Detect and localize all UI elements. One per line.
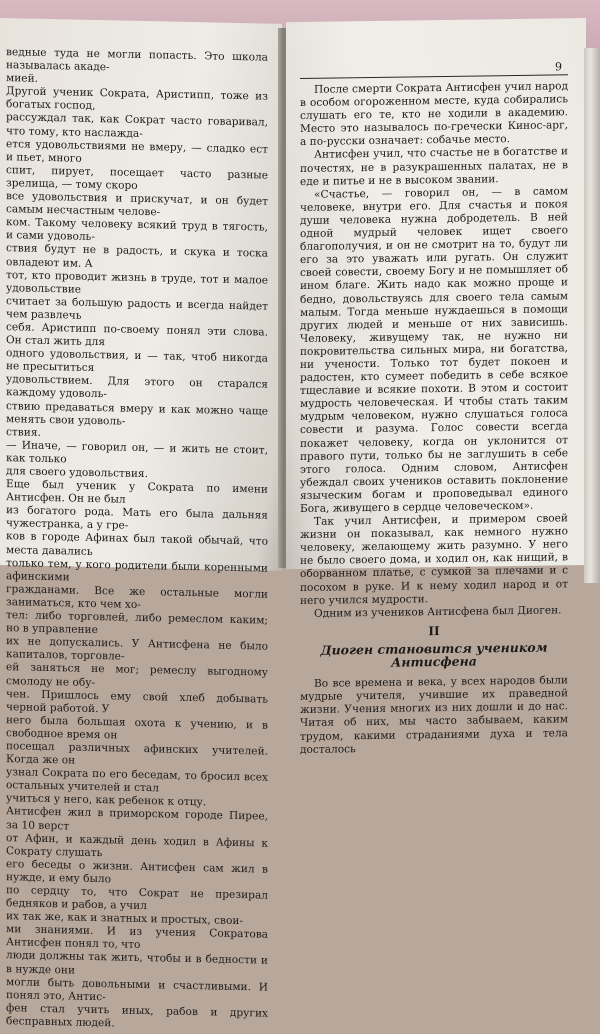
- text-line: Антисфен жил в приморском городе Пирее, за 10 верст: [6, 805, 268, 832]
- text-line: него была большая охота к учению, и в свободное время он: [6, 713, 268, 742]
- text-line: — Иначе, — говорил он, — и жить не стоит, как только: [6, 438, 268, 466]
- text-line: ми знаниями. И из учения Сократова Антисфен понял то, что: [6, 923, 268, 952]
- text-line: все удовольствия и прискучат, и он будет самым несчастным челове-: [6, 190, 268, 219]
- text-line: от Афин, и каждый день ходил в Афины к Сократу слушать: [6, 831, 268, 859]
- paragraph: Антисфен учил, что счастье не в богатстве и почестях, не в разукрашенных палатах, не в еде и питье и не в высоком звании.: [300, 145, 568, 188]
- left-page-text: [6, 46, 268, 1034]
- text-line: его беседы о жизни. Антисфен сам жил в нужде, и ему было: [6, 857, 268, 886]
- text-line: ков в городе Афинах был такой обычай, что места давались: [6, 530, 268, 558]
- text-line: для своего удовольствия.: [6, 465, 148, 481]
- text-line: Другой ученик Сократа, Аристипп, тоже из богатых господ,: [6, 85, 268, 113]
- paragraph: Так учил Антисфен, и примером своей жизни он показывал, как немного нужно человеку, желающему жить разумно. У него не было своего дома, и ходил он, как нищий, в оборванном платье, с сумкой за плечами и с посохом в руке. И к нему ходил народ и от него учился мудрости.: [300, 512, 568, 607]
- page-number: 9: [555, 60, 562, 74]
- text-line: удовольствием. Для этого он старался каждому удоволь-: [6, 373, 268, 401]
- paragraph: Одним из учеников Антисфена был Диоген.: [314, 604, 562, 620]
- text-line: по сердцу то, что Сократ не презирал бедняков и рабов, а учил: [6, 884, 268, 913]
- text-line: только тем, у кого родители были коренными афинскими: [6, 556, 268, 584]
- text-line: Еще был ученик у Сократа по имени Антисфен. Он не был: [6, 478, 268, 506]
- text-line: их не допускались. У Антисфена не было капиталов, торговле-: [6, 635, 268, 663]
- text-line: могли быть довольными и счастливыми. И понял это, Антис-: [6, 975, 268, 1003]
- left-page: [0, 18, 282, 1030]
- paragraph: После смерти Сократа Антисфен учил народ в особом огороженном месте, куда собирались слушать его те, кто не ходили в академию. Место это называлось по-гречески Кинос-арг, а по-русски означает: собачье место.: [300, 80, 568, 149]
- text-line: ствию предаваться вмеру и как можно чаще менять свои удоволь-: [6, 399, 268, 428]
- text-line: спит, пирует, посещает часто разные зрелища, — тому скоро: [6, 163, 268, 192]
- paragraph: «Счастье, — говорил он, — в самом человеке, внутри его. Для счастья и покоя души человека нужна добродетель. В ней одной мудрый человек ищет своего благополучия, и он не смотрит на то, будут ли его за это уважать или ругать. Он служит своей совести, своему Богу и не помышляет об ином благе. Жить надо как можно проще и бедно, довольствуясь для своего тела самым малым. Тогда меньше нуждаешься в помощи других людей и меньше от них зависишь. Человеку, живущему так, не нужно ни покровительства сильных мира, ни богатства, ни учености. Только тот будет покоен и радостен, кто сумеет победить в себе всякое тщеславие и всякие похоти. В этом и состоит мудрость человеческая. И чтобы стать таким мудрым человеком, нужно слушаться голоса совести и разума. Голос совести всегда покажет человеку, когда он уклонится от правого пути, только бы не заглушить в себе этого голоса. Одним словом, Антисфен убеждал своих учеников оставить поклонение языческим богам и проповедывал единого Бога, живущего в сердце человеческом».: [300, 185, 568, 515]
- text-line: из богатого рода. Мать его была дальняя чужестранка, а у гре-: [6, 504, 268, 533]
- page-edges: [584, 48, 600, 583]
- text-line: чен. Пришлось ему свой хлеб добывать черной работой. У: [6, 687, 268, 715]
- right-page-text: [300, 68, 568, 756]
- text-line: посещал различных афинских учителей. Когда же он: [6, 740, 268, 767]
- section-title: Диоген становится учеником Антисфена: [320, 639, 548, 670]
- paragraph: Во все времена и века, у всех народов были мудрые учителя, учившие их праведной жизни. Учения многих из них дошли и до нас. Читая об них, мы часто забываем, каким трудом, какими страданиями духа и тела досталось: [300, 674, 568, 756]
- text-line: ствия будут не в радость, и скука и тоска овладеют им. А: [6, 242, 268, 270]
- section-number: II: [428, 623, 440, 639]
- text-line: ком. Такому человеку всякий труд в тягость, и сами удоволь-: [6, 216, 268, 244]
- text-line: ствия.: [6, 425, 41, 439]
- text-line: гражданами. Все же остальные могли заниматься, кто чем хо-: [6, 582, 268, 611]
- text-line: фен стал учить иных, рабов и других бесправных людей.: [6, 1001, 268, 1030]
- text-line: ведные туда не могли попасть. Это школа называлась акаде-: [6, 46, 268, 74]
- text-line: их так же, как и знатных и простых, свои-: [6, 910, 244, 928]
- text-line: рассуждал так, как Сократ часто говаривал, что тому, кто наслажда-: [6, 111, 268, 140]
- text-line: тот, кто проводит жизнь в труде, тот и малое удовольствие: [6, 268, 268, 296]
- text-line: люди должны так жить, чтобы и в бедности и в нужде они: [6, 949, 268, 977]
- text-line: себя. Аристипп по-своему понял эти слова. Он стал жить для: [6, 321, 268, 349]
- text-line: ется удовольствиями не вмеру, — сладко ест и пьет, много: [6, 137, 268, 165]
- text-line: считает за большую радость и всегда найдет чем развлечь: [6, 294, 268, 322]
- text-line: тел: либо торговлей, либо ремеслом каким; но в управление: [6, 609, 268, 637]
- text-line: узнал Сократа по его беседам, то бросил всех остальных учителей и стал: [6, 766, 268, 795]
- right-page: [286, 18, 586, 756]
- text-line: учиться у него, как ребенок к отцу.: [6, 792, 207, 809]
- text-line: мией.: [6, 72, 38, 85]
- open-book: [0, 18, 600, 1030]
- text-line: одного удовольствия, и — так, чтоб никогда не пресытиться: [6, 347, 268, 375]
- text-line: ей заняться не мог; ремеслу выгодному смолоду не обу-: [6, 661, 268, 689]
